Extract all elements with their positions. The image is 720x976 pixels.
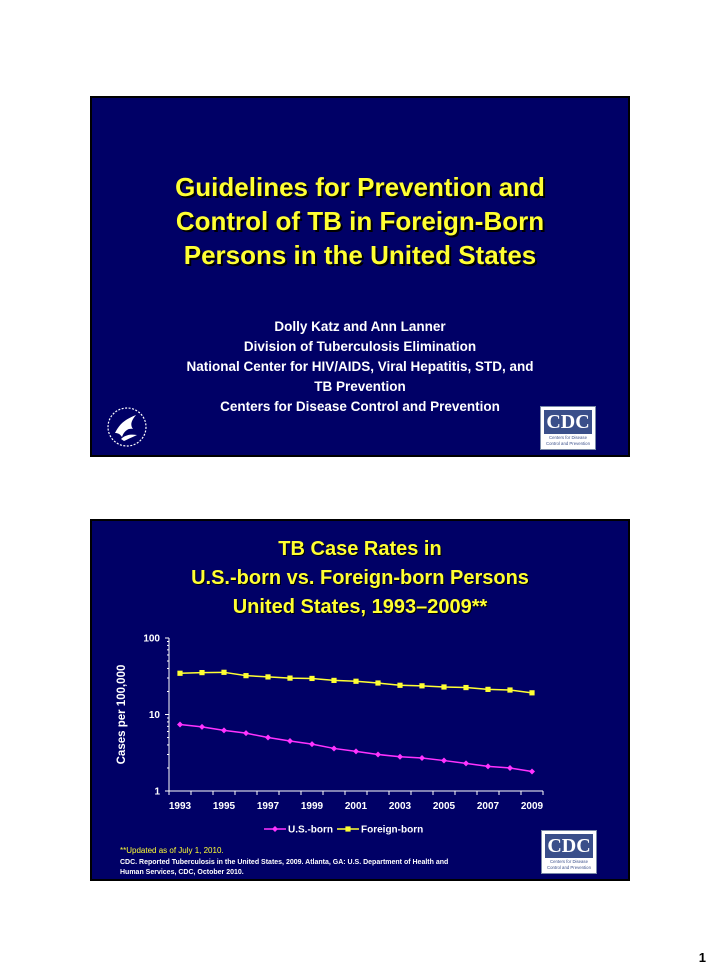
- cdc-tagline-line: Centers for Disease: [550, 859, 588, 864]
- data-point-foreign-born: [397, 683, 402, 688]
- slide1-title: [92, 170, 628, 272]
- cdc-tagline-line: Centers for Disease: [549, 435, 587, 440]
- data-point-u-s-born: [309, 741, 315, 747]
- author-line: Division of Tuberculosis Elimination: [243, 339, 477, 354]
- x-tick-label: 2007: [476, 801, 500, 812]
- cdc-wordmark: CDC: [544, 410, 592, 434]
- source-citation: [120, 858, 530, 878]
- legend-marker-foreign-born: [345, 826, 350, 831]
- data-point-u-s-born: [485, 763, 491, 769]
- data-point-u-s-born: [507, 765, 513, 771]
- data-point-foreign-born: [529, 690, 534, 695]
- data-point-u-s-born: [287, 738, 293, 744]
- x-tick-label: 1997: [256, 801, 280, 812]
- author-line: TB Prevention: [314, 379, 406, 394]
- y-tick-label: 10: [148, 710, 160, 721]
- source-line: Human Services, CDC, October 2010.: [120, 869, 244, 876]
- data-point-u-s-born: [419, 755, 425, 761]
- tb-case-rate-chart: [92, 521, 628, 879]
- data-point-foreign-born: [485, 687, 490, 692]
- chart-slide: [90, 519, 630, 881]
- cdc-tagline-line: Control and Prevention: [546, 441, 590, 446]
- slide2-title-line: TB Case Rates in: [278, 538, 442, 560]
- data-point-u-s-born: [463, 760, 469, 766]
- title-slide: [90, 96, 630, 457]
- cdc-tagline: [543, 435, 593, 447]
- data-point-u-s-born: [243, 730, 249, 736]
- data-point-foreign-born: [441, 684, 446, 689]
- data-point-foreign-born: [199, 670, 204, 675]
- legend-marker-u-s-born: [272, 826, 278, 832]
- slide2-title-line: United States, 1993–2009**: [232, 596, 488, 618]
- data-point-u-s-born: [221, 727, 227, 733]
- data-point-u-s-born: [353, 748, 359, 754]
- slide1-authors: [92, 317, 628, 417]
- data-point-u-s-born: [441, 758, 447, 764]
- data-point-foreign-born: [507, 687, 512, 692]
- data-point-foreign-born: [177, 671, 182, 676]
- data-point-foreign-born: [221, 670, 226, 675]
- cdc-logo: [541, 830, 597, 874]
- legend-label: U.S.-born: [288, 824, 333, 836]
- slide1-title-line: Persons in the United States: [183, 240, 537, 270]
- author-line: Centers for Disease Control and Prevention: [220, 399, 500, 414]
- data-point-foreign-born: [331, 678, 336, 683]
- data-point-u-s-born: [199, 724, 205, 730]
- cdc-tagline: [544, 859, 594, 871]
- author-line: Dolly Katz and Ann Lanner: [274, 319, 446, 334]
- slide1-title-line: Control of TB in Foreign-Born: [175, 206, 545, 236]
- data-point-foreign-born: [309, 676, 314, 681]
- data-point-foreign-born: [463, 685, 468, 690]
- x-tick-label: 2005: [432, 801, 456, 812]
- x-tick-label: 2003: [388, 801, 412, 812]
- data-point-u-s-born: [177, 722, 183, 728]
- page-number: 1: [698, 950, 706, 965]
- y-tick-label: 1: [154, 786, 160, 798]
- x-tick-label: 1993: [168, 801, 192, 812]
- legend-label: Foreign-born: [361, 824, 424, 836]
- cdc-wordmark: CDC: [545, 834, 593, 858]
- author-line: National Center for HIV/AIDS, Viral Hepatitis, STD, and: [186, 359, 534, 374]
- data-point-u-s-born: [397, 754, 403, 760]
- source-line: CDC. Reported Tuberculosis in the United States, 2009. Atlanta, GA: U.S. Department of Health and: [120, 859, 449, 866]
- x-tick-label: 1999: [300, 801, 324, 812]
- data-point-foreign-born: [243, 673, 248, 678]
- x-tick-label: 1995: [212, 801, 236, 812]
- x-tick-label: 2001: [344, 801, 368, 812]
- data-point-foreign-born: [353, 679, 358, 684]
- data-point-u-s-born: [331, 745, 337, 751]
- data-point-foreign-born: [419, 683, 424, 688]
- data-point-foreign-born: [375, 680, 380, 685]
- data-point-foreign-born: [265, 674, 270, 679]
- cdc-tagline-line: Control and Prevention: [547, 865, 591, 870]
- slide1-title-line: Guidelines for Prevention and: [175, 172, 545, 202]
- cdc-logo: [540, 406, 596, 450]
- data-point-u-s-born: [265, 735, 271, 741]
- data-point-foreign-born: [287, 676, 292, 681]
- slide2-title-line: U.S.-born vs. Foreign-born Persons: [191, 567, 529, 589]
- data-point-u-s-born: [529, 768, 535, 774]
- data-point-u-s-born: [375, 752, 381, 758]
- y-axis-label: Cases per 100,000: [116, 664, 128, 765]
- hhs-eagle-seal-icon: [106, 406, 148, 448]
- y-tick-label: 100: [143, 633, 160, 645]
- x-tick-label: 2009: [520, 801, 544, 812]
- update-footnote: **Updated as of July 1, 2010.: [120, 846, 224, 855]
- series-line-u-s-born: [180, 725, 532, 772]
